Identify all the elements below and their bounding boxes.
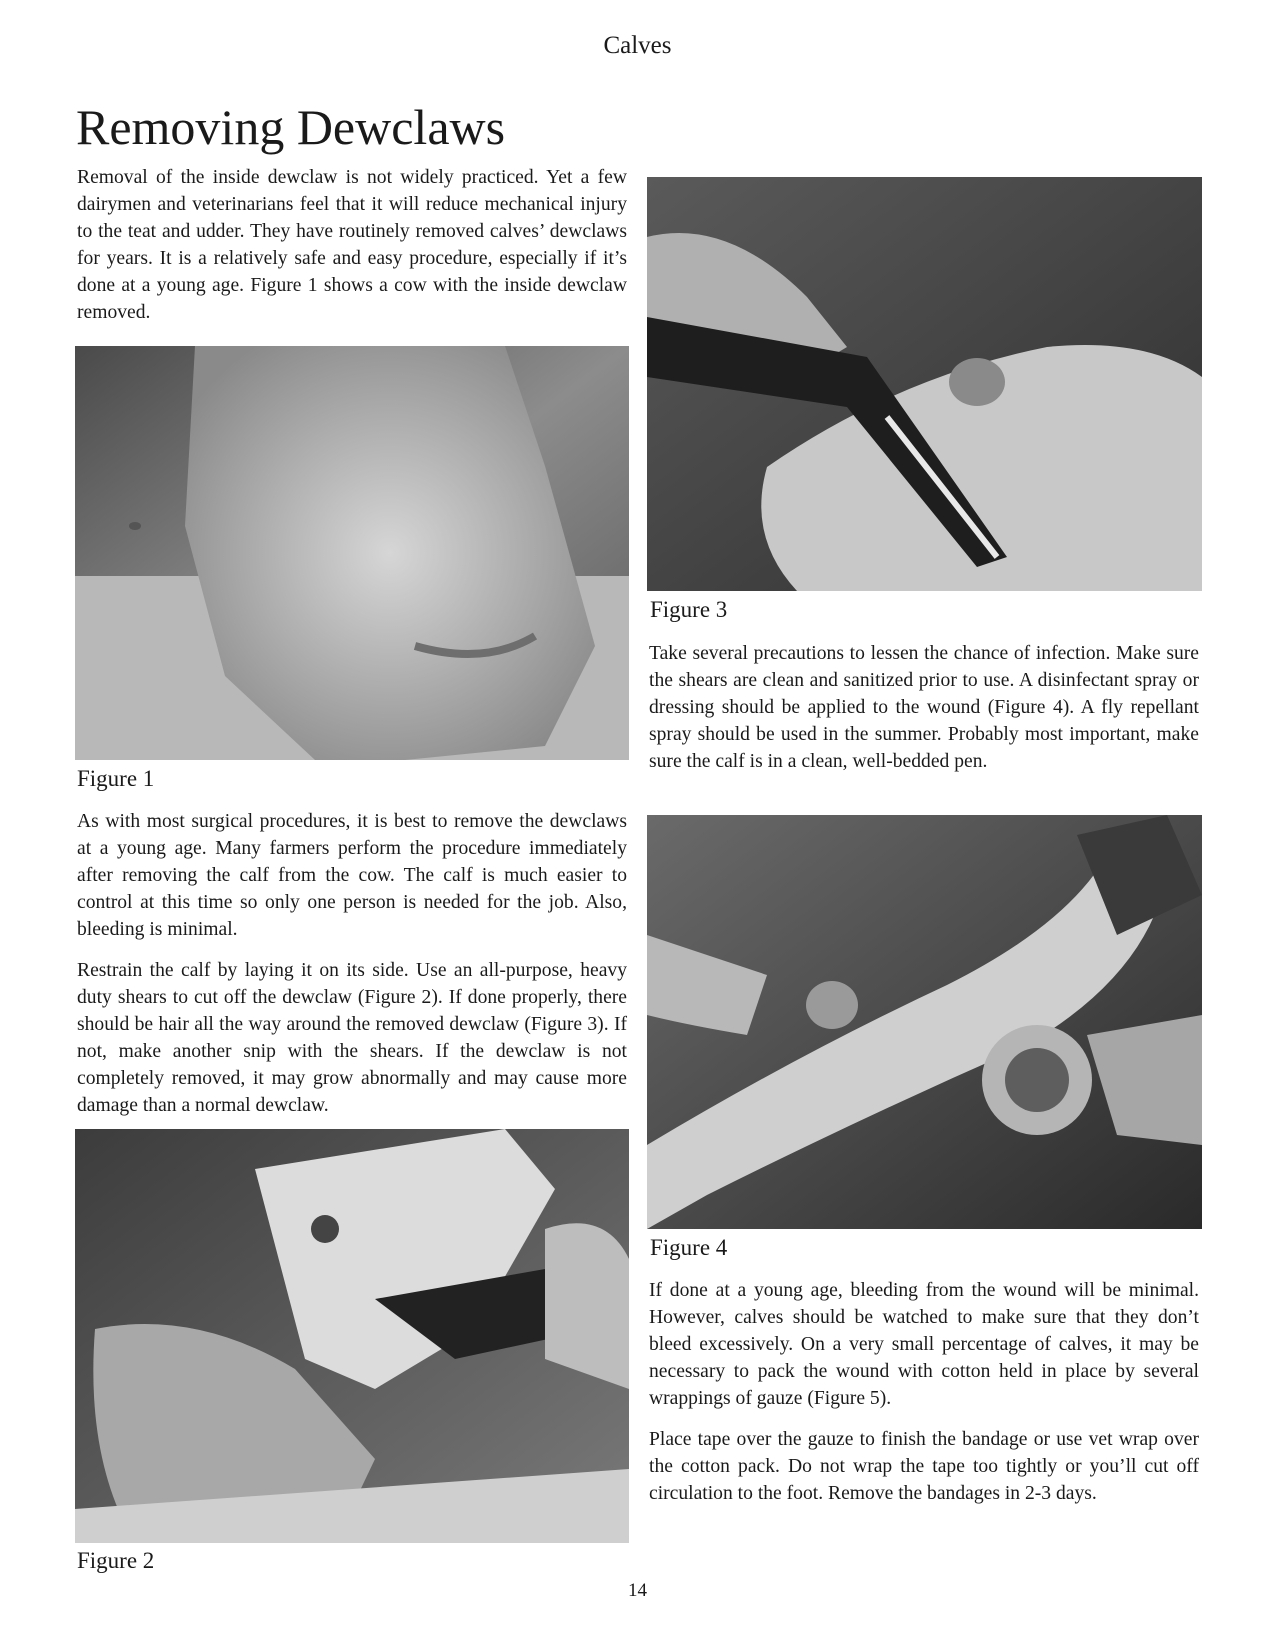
paragraph-precautions: Take several precautions to lessen the chance of infection. Make sure the shears are clean and sanitized prior to use. A disinfectant spray or dressing should be applied to the wound (Figure 4). A fly repellant spray should be used in the summer. Probably most important, make sure the calf is in a clean, well-bedded pen. <box>649 643 1199 772</box>
paragraph-young-age: As with most surgical procedures, it is best to remove the dewclaws at a young age. Many farmers perform the procedure immediately after removing the calf from the cow. The calf is much easier to control at this time so only one person is needed for the job. Also, bleeding is minimal. <box>77 811 627 940</box>
figure-3-photo <box>647 177 1202 591</box>
paragraph-bleeding: If done at a young age, bleeding from the wound will be minimal. However, calves should be watched to make sure that they don’t bleed excessively. On a very small percentage of calves, it may be necessary to pack the wound with cotton held in place by several wrappings of gauze (Figure 5). <box>649 1280 1199 1409</box>
figure-2-photo <box>75 1129 629 1543</box>
paragraph-tape: Place tape over the gauze to finish the bandage or use vet wrap over the cotton pack. Do not wrap the tape too tightly or you’ll cut off circulation to the foot. Remove the bandages in 2-3 days. <box>649 1429 1199 1504</box>
figure-4-photo <box>647 815 1202 1229</box>
figure-1-photo <box>75 346 629 760</box>
figure-1-caption: Figure 1 <box>77 766 155 791</box>
figure-2-caption: Figure 2 <box>77 1548 155 1573</box>
page-number: 14 <box>628 1580 647 1601</box>
figure-3-caption: Figure 3 <box>650 597 728 622</box>
page-title: Removing Dewclaws <box>76 99 506 155</box>
running-head: Calves <box>603 32 672 59</box>
paragraph-restrain: Restrain the calf by laying it on its side. Use an all-purpose, heavy duty shears to cut off the dewclaw (Figure 2). If done properly, there should be hair all the way around the removed dewclaw (Figure 3). If not, make another snip with the shears. If the dewclaw is not completely removed, it may grow abnormally and may cause more damage than a normal dewclaw. <box>77 960 627 1116</box>
figure-4-caption: Figure 4 <box>650 1235 728 1260</box>
paragraph-intro: Removal of the inside dewclaw is not widely practiced. Yet a few dairymen and veterinarians feel that it will reduce mechanical injury to the teat and udder. They have routinely removed calves’ dewclaws for years. It is a relatively safe and easy procedure, especially if it’s done at a young age. Figure 1 shows a cow with the inside dewclaw removed. <box>77 167 627 323</box>
